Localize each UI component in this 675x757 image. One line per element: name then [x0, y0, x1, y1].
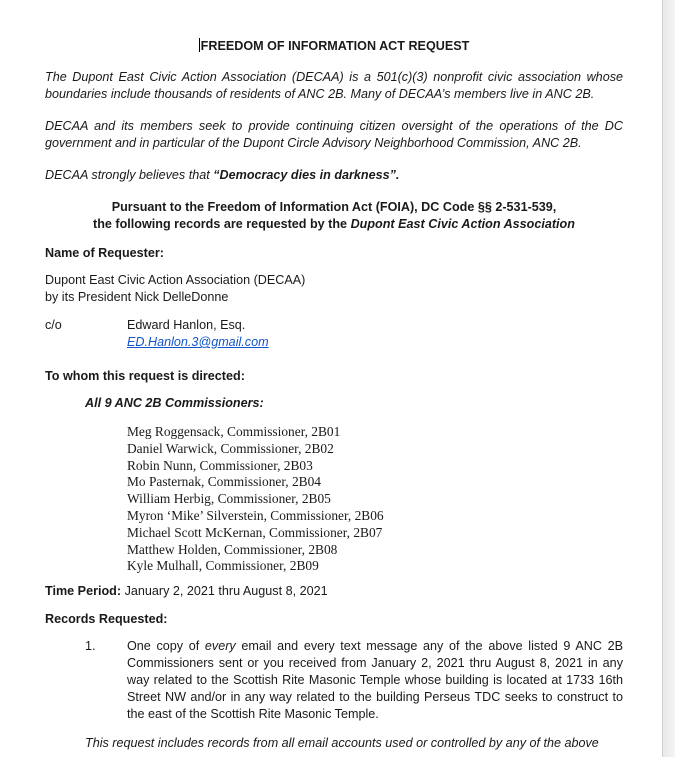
footer-paragraph-partial: This request includes records from all email accounts used or controlled by any of the above [85, 736, 599, 751]
records-label: Records Requested: [45, 612, 168, 627]
intro-paragraph-2: DECAA and its members seek to provide continuing citizen oversight of the operations of the DC government and in particular of the Dupont Circle Advisory Neighborhood Commission, ANC 2B. [45, 119, 623, 150]
text-cursor [199, 38, 200, 52]
record-item-text: One copy of every email and every text message any of the above listed 9 ANC 2B Commissioners sent or you received from January 2, 2021 thru August 8, 2021 in any way related to the Scottish Rite Masonic Temple whose building is located at 1733 16th Street NW and/or in any way related to the building Perseus TDC seeks to construct to the east of the Scottish Rite Masonic Temple. [127, 639, 624, 722]
care-of-email-link[interactable]: ED.Hanlon.3@gmail.com [127, 335, 269, 349]
document-page [45, 38, 623, 752]
care-of-label: c/o [45, 318, 62, 332]
intro-paragraph-1: The Dupont East Civic Action Association (DECAA) is a 501(c)(3) nonprofit civic association whose boundaries include thousands of residents of ANC 2B. Many of DECAA’s members live in ANC 2B. [45, 70, 623, 101]
commissioners-label: All 9 ANC 2B Commissioners: [85, 396, 264, 410]
record-item-number: 1. [85, 639, 96, 654]
requester-label: Name of Requester: [45, 246, 164, 260]
requester-by: by its President Nick DelleDonne [45, 290, 229, 304]
list-item: Myron ‘Mike’ Silverstein, Commissioner, 2B06 [127, 507, 384, 523]
list-item: Kyle Mulhall, Commissioner, 2B09 [127, 558, 319, 574]
care-of-row [45, 317, 623, 351]
time-period [45, 583, 623, 600]
list-item: Meg Roggensack, Commissioner, 2B01 [127, 424, 341, 439]
list-item: Matthew Holden, Commissioner, 2B08 [127, 541, 338, 557]
page-edge-shadow [662, 0, 675, 757]
list-item: Robin Nunn, Commissioner, 2B03 [127, 457, 313, 473]
list-item: Mo Pasternak, Commissioner, 2B04 [127, 474, 321, 490]
record-item-1 [45, 638, 623, 723]
care-of-details [127, 317, 269, 351]
time-period-value: January 2, 2021 thru August 8, 2021 [124, 584, 328, 599]
directed-label: To whom this request is directed: [45, 369, 245, 383]
belief-paragraph: DECAA strongly believes that “Democracy dies in darkness”. [45, 168, 400, 182]
pursuant-statement: Pursuant to the Freedom of Information Act (FOIA), DC Code §§ 2-531-539, the following records are requested by the Dupont East Civic Action Association [93, 200, 575, 231]
requester-name: Dupont East Civic Action Association (DECAA) [45, 273, 306, 287]
pursuant-org-name: Dupont East Civic Action Association [350, 217, 575, 231]
list-item: Daniel Warwick, Commissioner, 2B02 [127, 440, 334, 456]
list-item: William Herbig, Commissioner, 2B05 [127, 491, 331, 507]
document-title: FREEDOM OF INFORMATION ACT REQUEST [200, 39, 470, 53]
time-period-label: Time Period: [45, 584, 122, 599]
care-of-name: Edward Hanlon, Esq. [127, 318, 246, 332]
belief-quote: “Democracy dies in darkness”. [213, 168, 400, 182]
list-item: Michael Scott McKernan, Commissioner, 2B07 [127, 524, 383, 540]
commissioner-list [127, 424, 623, 575]
